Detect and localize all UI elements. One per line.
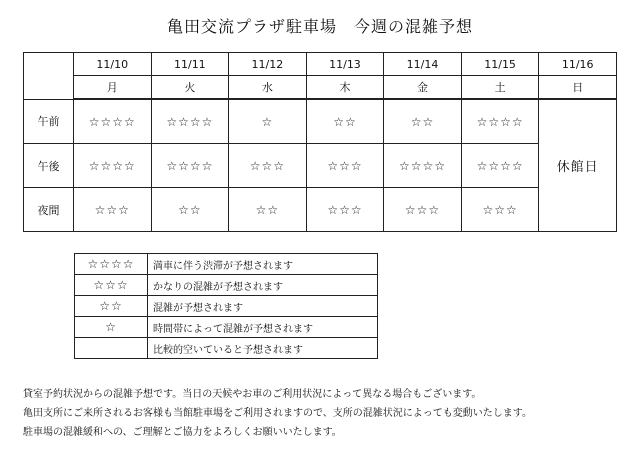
corner-cell [24,53,74,100]
rating-cell: ☆☆☆☆ [74,144,152,188]
rating-cell: ☆☆ [229,188,307,232]
time-slot-label: 午前 [24,99,74,144]
legend-row [75,254,378,275]
rating-cell: ☆ [229,99,307,144]
legend-row [75,275,378,296]
date-header-row [24,53,617,76]
rating-cell: ☆☆☆ [384,188,462,232]
weekday-cell: 土 [461,76,539,100]
rating-cell: ☆☆☆☆ [384,144,462,188]
table-row-morning [24,99,617,144]
legend-description: 比較的空いていると予想されます [148,338,378,359]
rating-cell: ☆☆☆☆ [74,99,152,144]
legend-stars: ☆ [75,317,148,338]
table-row-night [24,188,617,232]
date-cell: 11/16 [539,53,617,76]
legend-stars: ☆☆☆☆ [75,254,148,275]
note-line: 亀田支所にご来所されるお客様も当館駐車場をご利用されますので、支所の混雑状況によっても変動いたします。 [23,408,532,419]
rating-cell: ☆☆ [151,188,229,232]
weekday-cell: 火 [151,76,229,100]
page-title: 亀田交流プラザ駐車場 今週の混雑予想 [166,17,473,36]
rating-cell: ☆☆☆ [306,188,384,232]
rating-cell: ☆☆☆☆ [151,99,229,144]
note-line: 駐車場の混雑緩和への、ご理解とご協力をよろしくお願いいたします。 [23,427,342,438]
rating-cell: ☆☆ [306,99,384,144]
date-cell: 11/10 [74,53,152,76]
weekday-cell: 月 [74,76,152,100]
closed-day-cell: 休館日 [539,99,617,232]
weekday-cell: 日 [539,76,617,100]
legend-description: 混雑が予想されます [148,296,378,317]
rating-cell: ☆☆ [384,99,462,144]
legend-description: かなりの混雑が予想されます [148,275,378,296]
date-cell: 11/14 [384,53,462,76]
legend-row [75,338,378,359]
rating-cell: ☆☆☆☆ [151,144,229,188]
legend-stars: ☆☆☆ [75,275,148,296]
weekday-cell: 水 [229,76,307,100]
legend-description: 満車に伴う渋滞が予想されます [148,254,378,275]
time-slot-label: 午後 [24,144,74,188]
legend-row [75,317,378,338]
weekday-cell: 木 [306,76,384,100]
notes [23,385,623,442]
legend-description: 時間帯によって混雑が予想されます [148,317,378,338]
legend-table [74,253,378,359]
time-slot-label: 夜間 [24,188,74,232]
rating-cell: ☆☆☆ [461,188,539,232]
rating-cell: ☆☆☆☆ [461,99,539,144]
weekday-header-row [24,76,617,100]
date-cell: 11/15 [461,53,539,76]
date-cell: 11/11 [151,53,229,76]
legend-stars: ☆☆ [75,296,148,317]
legend-stars [75,338,148,359]
rating-cell: ☆☆☆ [306,144,384,188]
rating-cell: ☆☆☆ [74,188,152,232]
date-cell: 11/13 [306,53,384,76]
weekday-cell: 金 [384,76,462,100]
rating-cell: ☆☆☆ [229,144,307,188]
note-line: 貸室予約状況からの混雑予想です。当日の天候やお車のご利用状況によって異なる場合もございます。 [23,389,482,400]
rating-cell: ☆☆☆☆ [461,144,539,188]
date-cell: 11/12 [229,53,307,76]
congestion-table [23,52,617,232]
table-row-afternoon [24,144,617,188]
legend-row [75,296,378,317]
